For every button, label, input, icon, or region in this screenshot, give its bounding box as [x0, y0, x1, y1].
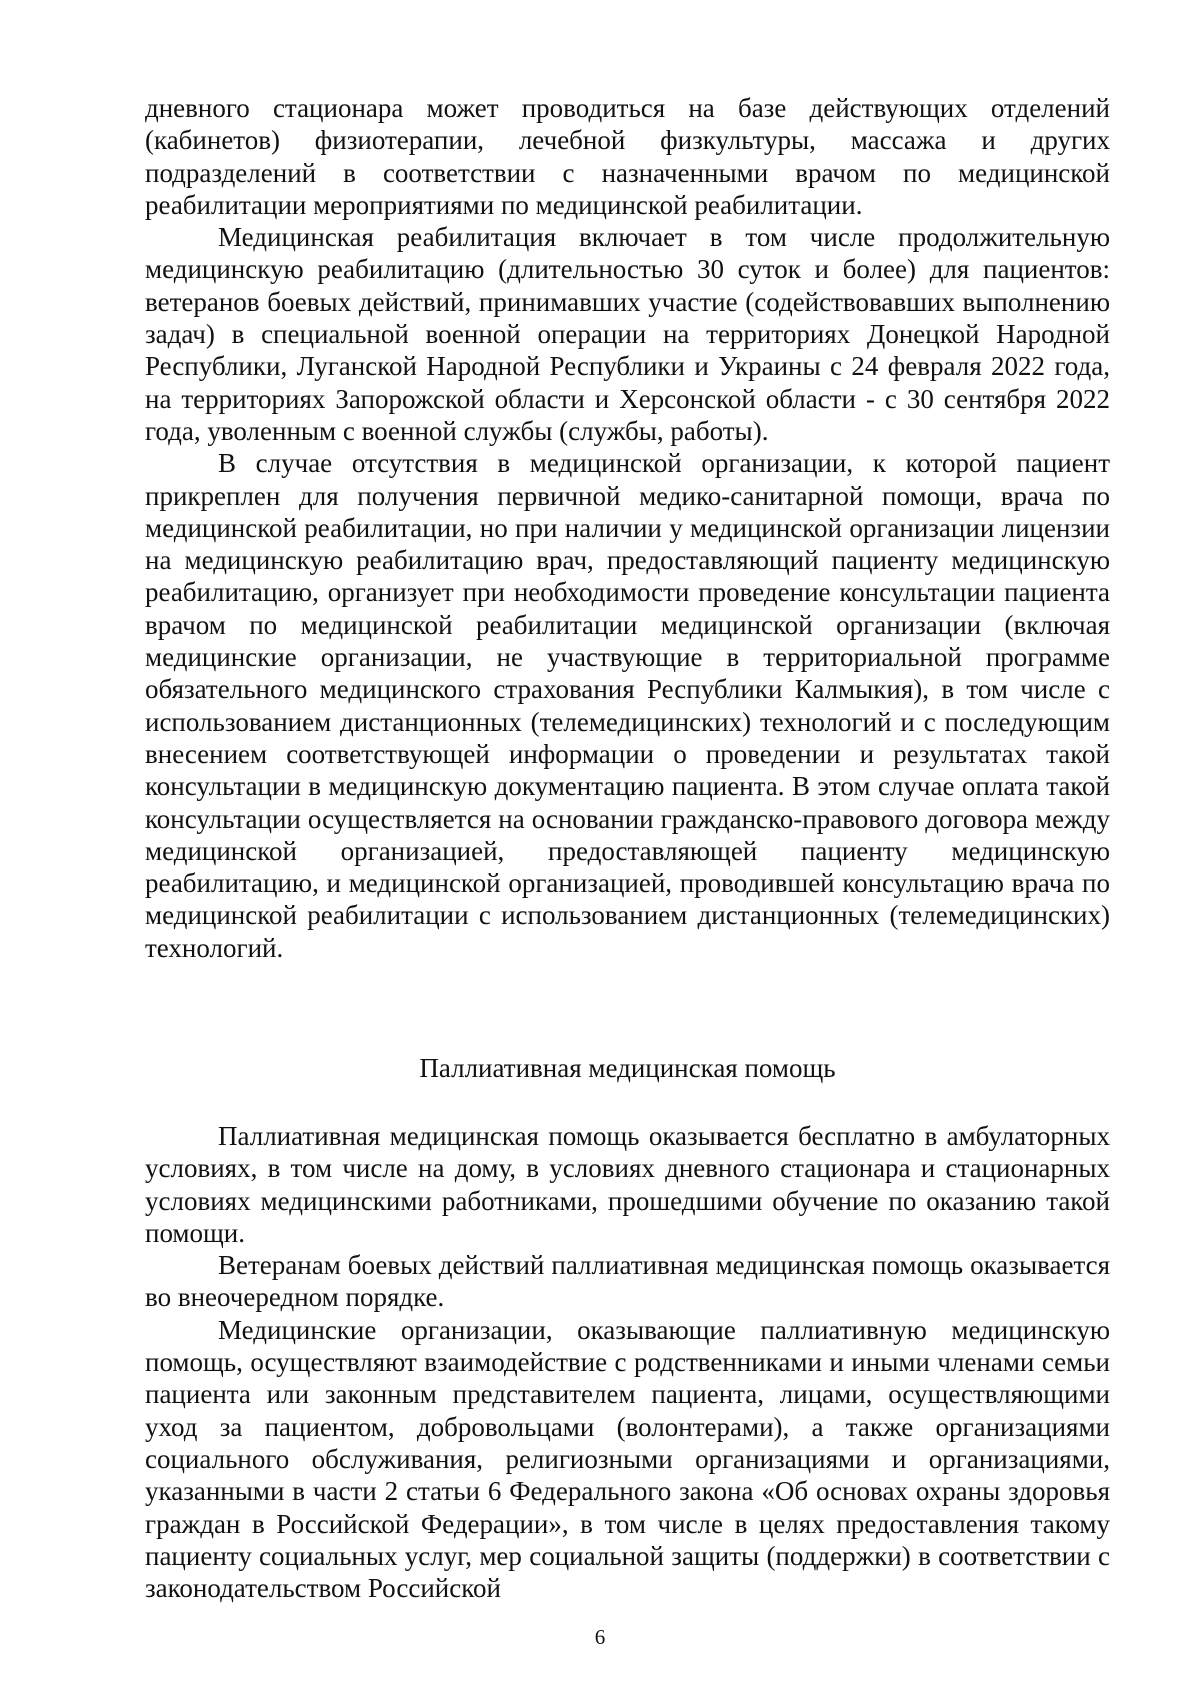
paragraph-telemedicine-consultation: В случае отсутствия в медицинской организации, к которой пациент прикреплен для получения первичной медико-санитарной помощи, врача по медицинской реабилитации, но при наличии у медицинской организации лицензии на медицинскую реабилитацию врач, предоставляющий пациенту медицинскую реабилитацию, организует при необходимости проведение консультации пациента врачом по медицинской реабилитации медицинской организации (включая медицинские организации, не участвующие в территориальной программе обязательного медицинского страхования Республики Калмыкия), в том числе с использованием дистанционных (телемедицинских) технологий и с последующим внесением соответствующей информации о проведении и результатах такой консультации в медицинскую документацию пациента. В этом случае оплата такой консультации осуществляется на основании гражданско-правового договора между медицинской организацией, предоставляющей пациенту медицинскую реабилитацию, и медицинской организацией, проводившей консультацию врача по медицинской реабилитации с использованием дистанционных (телемедицинских) технологий. — [145, 448, 1110, 963]
paragraph-continuation: дневного стационара может проводиться на базе действующих отделений (кабинетов) физиотерапии, лечебной физкультуры, массажа и других подразделений в соответствии с назначенными врачом по медицинской реабилитации мероприятиями по медицинской реабилитации. — [145, 93, 1110, 220]
paragraph-long-rehabilitation: Медицинская реабилитация включает в том числе продолжительную медицинскую реабилитацию (длительностью 30 суток и более) для пациентов: ветеранов боевых действий, принимавших участие (содействовавших выполнению задач) в специальной военной операции на территориях Донецкой Народной Республики, Луганской Народной Республики и Украины с 24 февраля 2022 года, на территориях Запорожской области и Херсонской области - с 30 сентября 2022 года, уволенным с военной службы (службы, работы). — [145, 222, 1110, 446]
top-text-block — [145, 92, 1110, 964]
section-heading: Паллиативная медицинская помощь — [419, 1053, 836, 1083]
paragraph-veterans-priority: Ветеранам боевых действий паллиативная медицинская помощь оказывается во внеочередном порядке. — [145, 1250, 1110, 1313]
page-number: 6 — [594, 1625, 606, 1649]
bottom-text-block — [145, 1120, 1110, 1604]
paragraph-interaction: Медицинские организации, оказывающие паллиативную медицинскую помощь, осуществляют взаимодействие с родственниками и иными членами семьи пациента или законным представителем пациента, лицами, осуществляющими уход за пациентом, добровольцами (волонтерами), а также организациями социального обслуживания, религиозными организациями и организациями, указанными в части 2 статьи 6 Федерального закона «Об основах охраны здоровья граждан в Российской Федерации», в том числе в целях предоставления такому пациенту социальных услуг, мер социальной защиты (поддержки) в соответствии с законодательством Российской — [145, 1314, 1110, 1604]
paragraph-palliative-free: Паллиативная медицинская помощь оказывается бесплатно в амбулаторных условиях, в том числе на дому, в условиях дневного стационара и стационарных условиях медицинскими работниками, прошедшими обучение по оказанию такой помощи. — [145, 1121, 1110, 1248]
